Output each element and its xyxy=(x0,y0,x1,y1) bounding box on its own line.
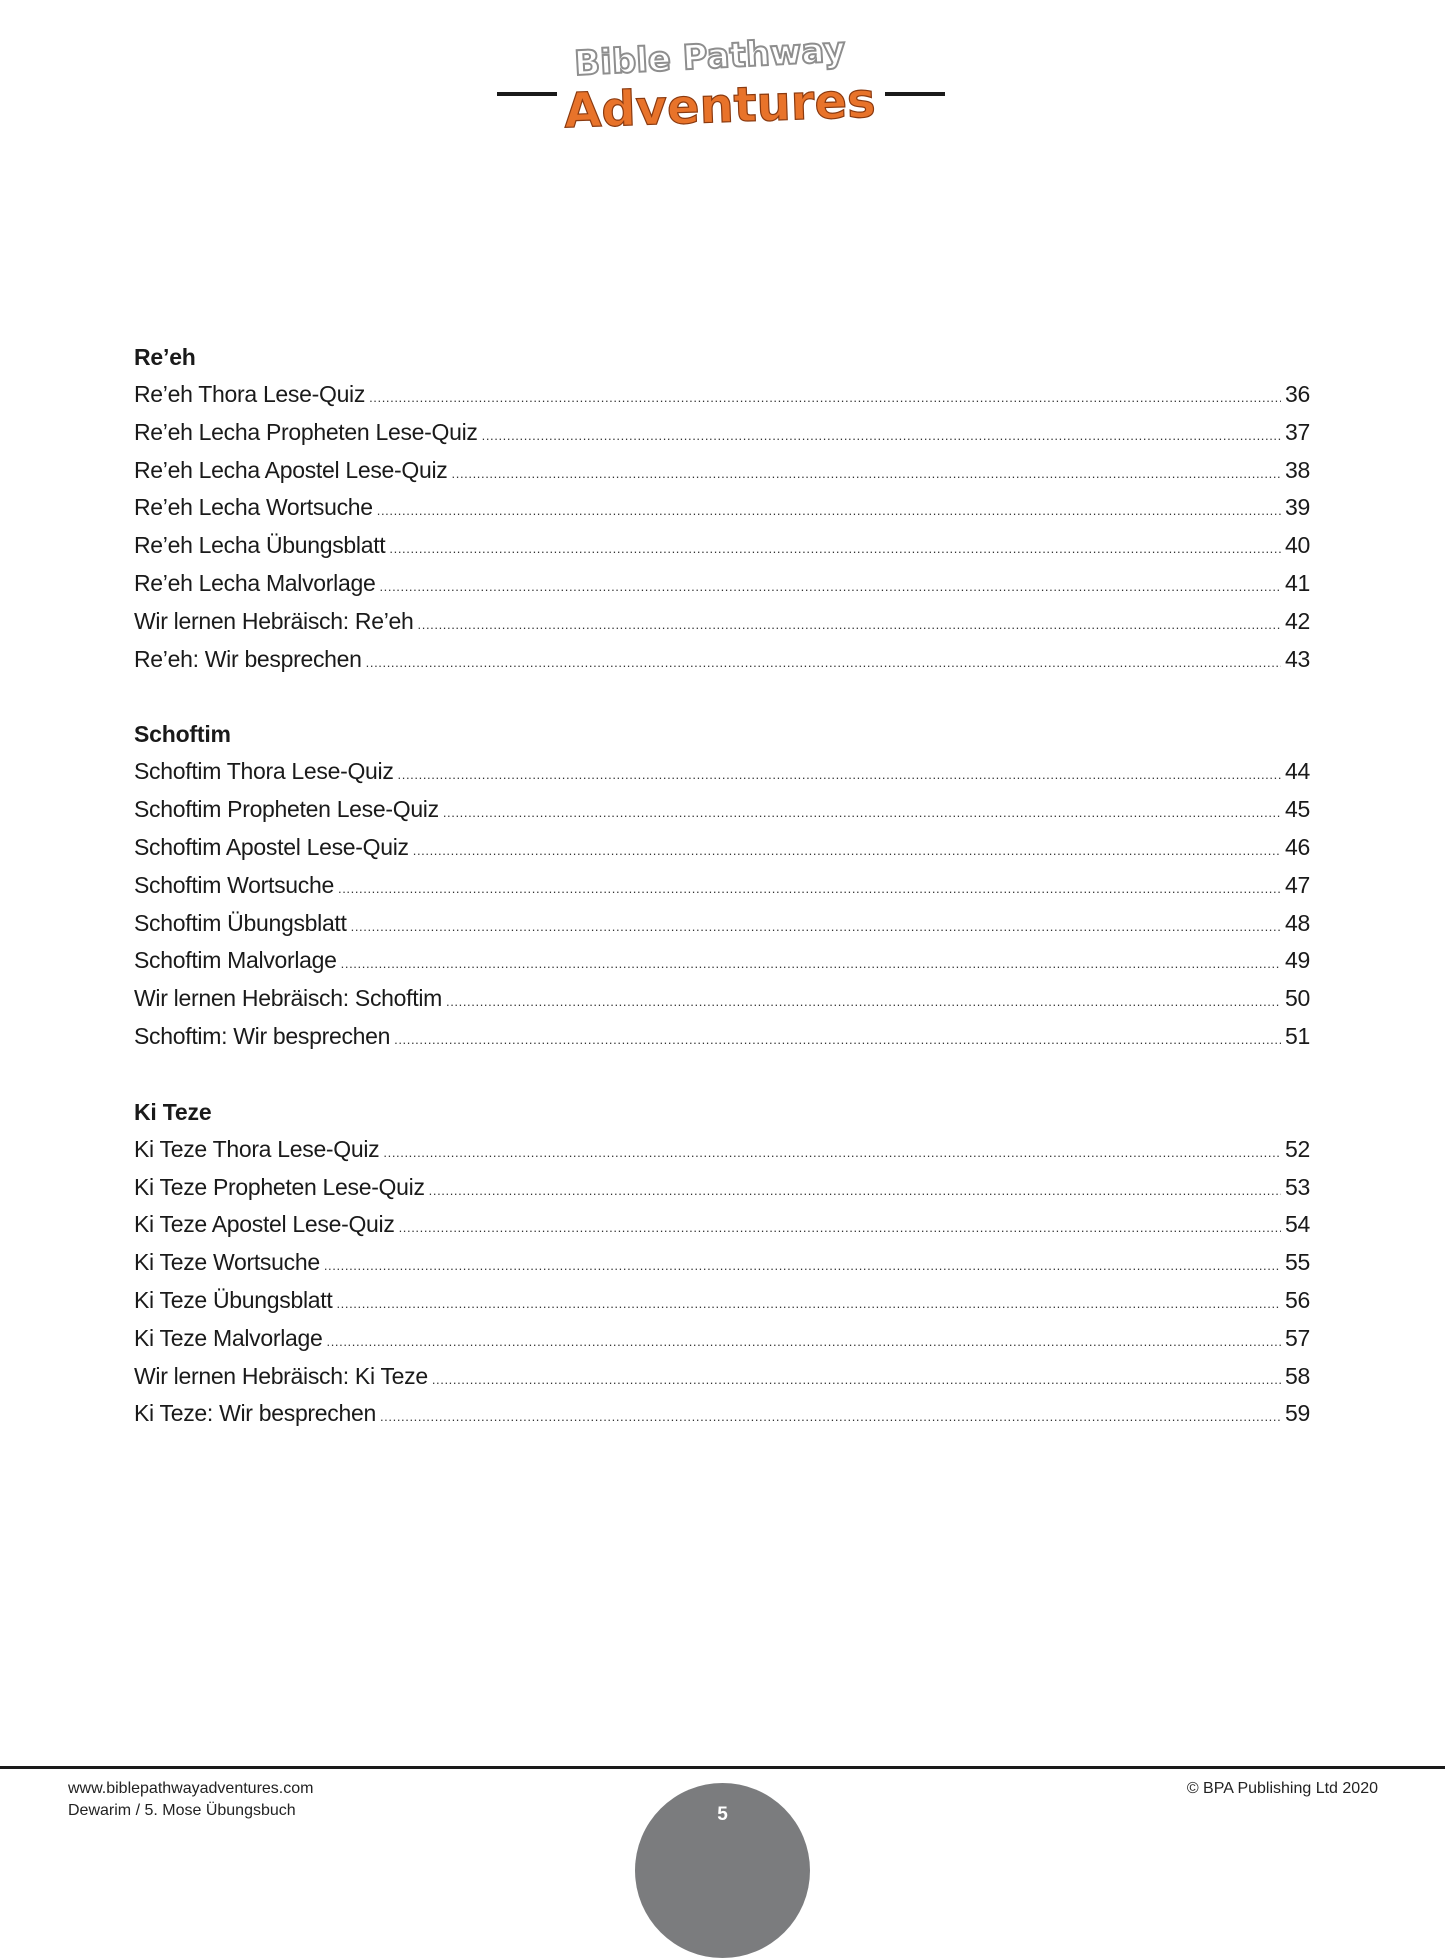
toc-entry-label: Ki Teze: Wir besprechen xyxy=(134,1400,376,1427)
toc-entry[interactable] xyxy=(134,1320,1310,1358)
bible-pathway-adventures-logo xyxy=(560,30,880,140)
toc-dot-leader xyxy=(324,1247,1281,1285)
toc-entry[interactable] xyxy=(134,489,1310,527)
toc-entry-page: 49 xyxy=(1285,947,1310,974)
toc-dot-leader xyxy=(418,606,1282,644)
footer-book-title: Dewarim / 5. Mose Übungsbuch xyxy=(68,1802,296,1819)
footer-divider xyxy=(0,1766,1445,1769)
toc-entry[interactable] xyxy=(134,980,1310,1018)
toc-entry-page: 38 xyxy=(1285,456,1310,483)
toc-entry-page: 57 xyxy=(1285,1324,1310,1351)
toc-entry[interactable] xyxy=(134,565,1310,603)
header-logo xyxy=(0,30,1445,140)
toc-entry-page: 37 xyxy=(1285,418,1310,445)
toc-dot-leader xyxy=(443,794,1281,832)
toc-dot-leader xyxy=(446,983,1281,1021)
toc-dot-leader xyxy=(338,870,1281,908)
toc-dot-leader xyxy=(389,530,1281,568)
toc-dot-leader xyxy=(432,1361,1281,1399)
toc-dot-leader xyxy=(380,1398,1281,1436)
toc-entry-page: 40 xyxy=(1285,532,1310,559)
toc-entry-page: 48 xyxy=(1285,909,1310,936)
toc-dot-leader xyxy=(379,568,1281,606)
toc-dot-leader xyxy=(351,908,1281,946)
toc-entry-label: Schoftim Übungsblatt xyxy=(134,909,347,936)
toc-entry-label: Wir lernen Hebräisch: Schoftim xyxy=(134,985,442,1012)
toc-section-title: Ki Teze xyxy=(134,1098,212,1125)
toc-entry-page: 36 xyxy=(1285,381,1310,407)
toc-entry-label: Schoftim Wortsuche xyxy=(134,871,334,898)
toc-section xyxy=(134,338,1310,678)
toc-entry-page: 47 xyxy=(1285,871,1310,898)
toc-entry-label: Re’eh Lecha Wortsuche xyxy=(134,494,373,521)
toc-entry-page: 58 xyxy=(1285,1362,1310,1389)
toc-entry[interactable] xyxy=(134,603,1310,641)
toc-entry[interactable] xyxy=(134,414,1310,452)
toc-entry-label: Ki Teze Übungsblatt xyxy=(134,1286,333,1313)
toc-entry-page: 43 xyxy=(1285,645,1310,672)
toc-entry-label: Schoftim: Wir besprechen xyxy=(134,1022,391,1049)
toc-section-title: Schoftim xyxy=(134,721,231,748)
toc-entry-label: Ki Teze Malvorlage xyxy=(134,1324,323,1351)
toc-entry-label: Wir lernen Hebräisch: Ki Teze xyxy=(134,1362,428,1389)
toc-entry[interactable] xyxy=(134,867,1310,905)
toc-dot-leader xyxy=(429,1172,1281,1210)
logo-divider-right xyxy=(885,92,945,96)
toc-entry-label: Ki Teze Thora Lese-Quiz xyxy=(134,1135,380,1162)
toc-entry-label: Re’eh Lecha Propheten Lese-Quiz xyxy=(134,418,478,445)
page-number: 5 xyxy=(717,1804,728,1825)
logo-line2: Adventures xyxy=(563,72,877,140)
toc-dot-leader xyxy=(398,756,1281,794)
toc-entry-page: 50 xyxy=(1285,985,1310,1012)
toc-entry-label: Re’eh: Wir besprechen xyxy=(134,645,362,672)
toc-entry-label: Schoftim Propheten Lese-Quiz xyxy=(134,796,439,823)
toc-dot-leader xyxy=(377,492,1281,530)
logo-divider-left xyxy=(497,92,557,96)
toc-entry[interactable] xyxy=(134,829,1310,867)
toc-entry-page: 44 xyxy=(1285,758,1310,785)
toc-entry-page: 46 xyxy=(1285,833,1310,860)
toc-entry[interactable] xyxy=(134,1244,1310,1282)
toc-entry[interactable] xyxy=(134,1018,1310,1056)
toc-entry-page: 51 xyxy=(1285,1022,1310,1049)
footer-left xyxy=(68,1778,313,1822)
toc-entry[interactable] xyxy=(134,1169,1310,1207)
toc-entry[interactable] xyxy=(134,1395,1310,1433)
toc-entry-page: 42 xyxy=(1285,607,1310,634)
toc-entry-label: Schoftim Thora Lese-Quiz xyxy=(134,758,394,785)
toc-entry-page: 56 xyxy=(1285,1286,1310,1313)
toc-entry-page: 59 xyxy=(1285,1400,1310,1427)
toc-entry-label: Ki Teze Propheten Lese-Quiz xyxy=(134,1173,425,1200)
toc-dot-leader xyxy=(341,945,1281,983)
toc-entry-page: 52 xyxy=(1285,1135,1310,1162)
toc-entry-label: Wir lernen Hebräisch: Re’eh xyxy=(134,607,414,634)
footer-copyright: © BPA Publishing Ltd 2020 xyxy=(1186,1780,1378,1797)
toc-dot-leader xyxy=(336,1285,1281,1323)
toc-entry[interactable] xyxy=(134,905,1310,943)
toc-entry-label: Re’eh Lecha Apostel Lese-Quiz xyxy=(134,456,448,483)
toc-dot-leader xyxy=(413,832,1281,870)
toc-entry-page: 55 xyxy=(1285,1249,1310,1276)
toc-entry[interactable] xyxy=(134,791,1310,829)
toc-dot-leader xyxy=(369,379,1281,417)
toc-entry-page: 54 xyxy=(1285,1211,1310,1238)
toc-entry[interactable] xyxy=(134,1131,1310,1169)
toc-section xyxy=(134,715,1310,1055)
toc-section-title: Re’eh xyxy=(134,344,196,370)
toc-dot-leader xyxy=(383,1134,1281,1172)
toc-entry-label: Re’eh Lecha Malvorlage xyxy=(134,569,376,596)
table-of-contents xyxy=(134,338,1310,1470)
toc-entry[interactable] xyxy=(134,452,1310,490)
toc-entry-label: Ki Teze Apostel Lese-Quiz xyxy=(134,1211,395,1238)
toc-dot-leader xyxy=(399,1209,1281,1247)
toc-dot-leader xyxy=(452,455,1282,493)
toc-entry[interactable] xyxy=(134,1206,1310,1244)
toc-dot-leader xyxy=(366,644,1281,682)
toc-entry-label: Schoftim Malvorlage xyxy=(134,947,337,974)
toc-entry[interactable] xyxy=(134,1358,1310,1396)
toc-entry-page: 53 xyxy=(1285,1173,1310,1200)
toc-entry-label: Re’eh Thora Lese-Quiz xyxy=(134,381,366,407)
toc-entry-page: 45 xyxy=(1285,796,1310,823)
toc-entry-label: Re’eh Lecha Übungsblatt xyxy=(134,532,386,559)
toc-entry-label: Schoftim Apostel Lese-Quiz xyxy=(134,833,409,860)
toc-entry[interactable] xyxy=(134,641,1310,679)
toc-entry[interactable] xyxy=(134,376,1310,414)
toc-entry-page: 41 xyxy=(1285,569,1310,596)
toc-entry-label: Ki Teze Wortsuche xyxy=(134,1249,320,1276)
toc-entry[interactable] xyxy=(134,942,1310,980)
toc-dot-leader xyxy=(394,1021,1281,1059)
toc-dot-leader xyxy=(482,417,1281,455)
toc-section xyxy=(134,1093,1310,1433)
footer-website: www.biblepathwayadventures.com xyxy=(68,1780,314,1797)
logo-line1: Bible Pathway xyxy=(573,30,847,85)
toc-dot-leader xyxy=(327,1323,1282,1361)
toc-entry[interactable] xyxy=(134,527,1310,565)
toc-entry-page: 39 xyxy=(1285,494,1310,521)
toc-entry[interactable] xyxy=(134,1282,1310,1320)
toc-entry[interactable] xyxy=(134,753,1310,791)
